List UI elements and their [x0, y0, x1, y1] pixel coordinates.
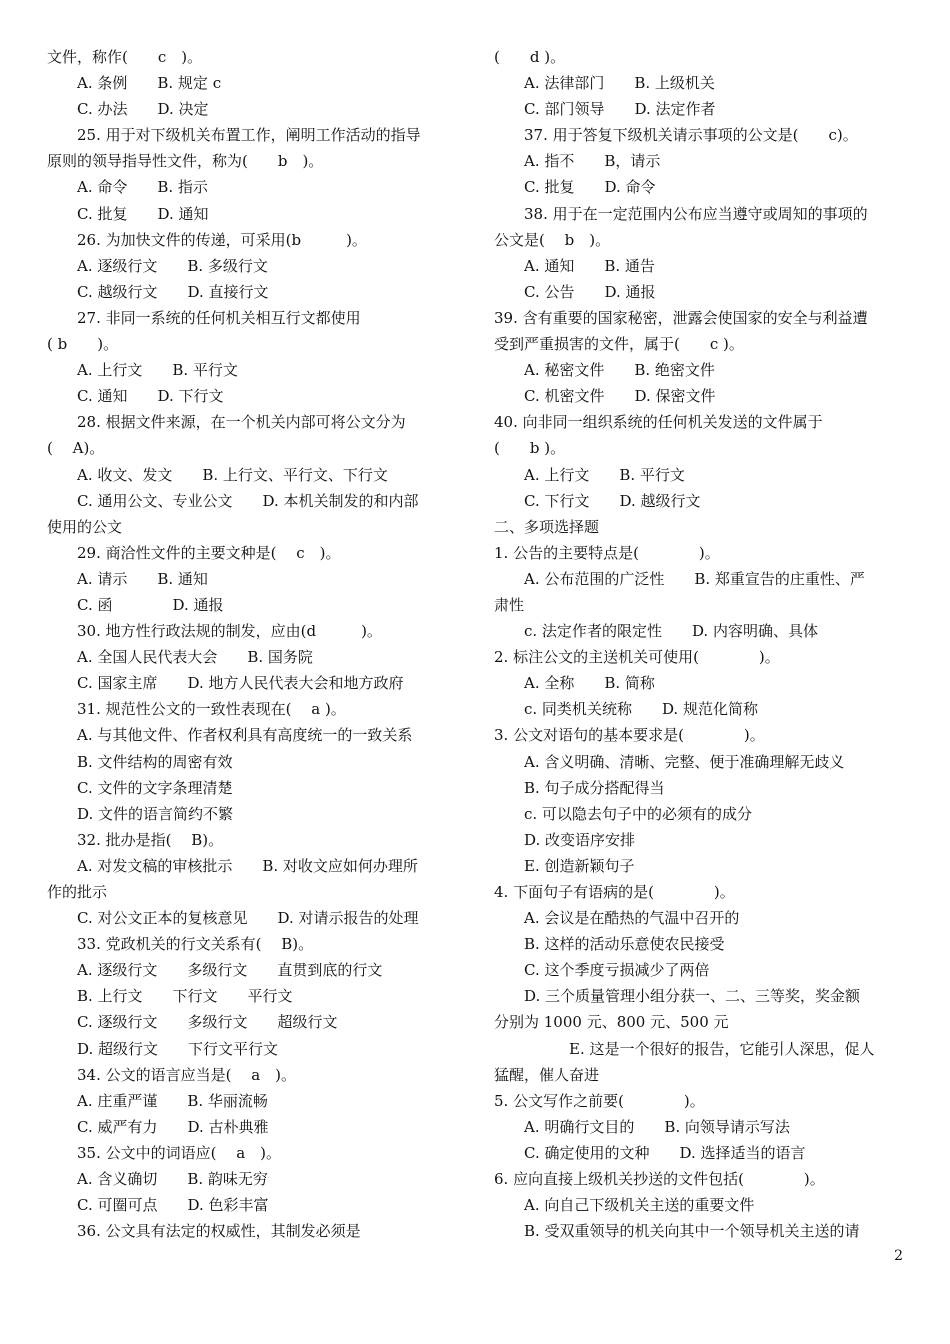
- text-line: C. 通用公文、专业公文 D. 本机关制发的和内部: [47, 491, 419, 510]
- text-line: 猛醒，催人奋进: [494, 1065, 600, 1084]
- text-line: 39. 含有重要的国家秘密，泄露会使国家的安全与利益遭: [494, 308, 868, 327]
- text-line: A. 条例 B. 规定 c: [47, 74, 222, 93]
- text-line: E. 创造新颖句子: [494, 856, 635, 875]
- text-line: B. 句子成分搭配得当: [494, 778, 665, 797]
- text-line: 3. 公文对语句的基本要求是( )。: [494, 726, 765, 745]
- text-line: 33. 党政机关的行文关系有( B)。: [47, 935, 314, 954]
- text-line: A. 法律部门 B. 上级机关: [494, 74, 715, 93]
- text-line: C. 越级行文 D. 直接行文: [47, 282, 269, 301]
- text-line: ( d )。: [494, 48, 566, 66]
- text-line: 5. 公文写作之前要( )。: [494, 1091, 705, 1110]
- text-line: c. 可以隐去句子中的必须有的成分: [494, 804, 752, 823]
- text-line: C. 对公文正本的复核意见 D. 对请示报告的处理: [47, 909, 419, 928]
- left-column: [47, 44, 465, 1244]
- text-line: C. 函 D. 通报: [47, 595, 224, 614]
- text-line: A. 明确行文目的 B. 向领导请示写法: [494, 1117, 790, 1136]
- text-line: B. 上行文 下行文 平行文: [47, 987, 293, 1006]
- text-line: C. 公告 D. 通报: [494, 282, 656, 301]
- text-line: c. 同类机关统称 D. 规范化简称: [494, 700, 758, 719]
- text-line: A. 命令 B. 指示: [47, 178, 208, 197]
- text-line: C. 可圈可点 D. 色彩丰富: [47, 1196, 269, 1215]
- text-line: 38. 用于在一定范围内公布应当遵守或周知的事项的: [494, 204, 868, 223]
- text-line: 30. 地方性行政法规的制发，应由(d )。: [47, 622, 382, 641]
- text-line: ( A)。: [47, 439, 105, 458]
- text-line: A. 逐级行文 B. 多级行文: [47, 256, 268, 275]
- text-line: ( b )。: [494, 439, 566, 458]
- text-line: 37. 用于答复下级机关请示事项的公文是( c)。: [494, 126, 858, 145]
- text-line: 公文是( b )。: [494, 230, 611, 249]
- text-line: A. 指不 B，请示: [494, 152, 661, 171]
- text-line: 二、多项选择题: [494, 517, 600, 536]
- text-line: C. 机密文件 D. 保密文件: [494, 387, 716, 406]
- text-line: A. 全称 B. 简称: [494, 674, 655, 693]
- text-line: A. 上行文 B. 平行文: [47, 361, 238, 380]
- page-number: 2: [894, 1248, 903, 1264]
- text-line: 1. 公告的主要特点是( )。: [494, 543, 720, 562]
- text-line: A. 庄重严谨 B. 华丽流畅: [47, 1091, 268, 1110]
- text-line: 6. 应向直接上级机关抄送的文件包括( )。: [494, 1170, 825, 1189]
- right-column: [494, 44, 912, 1244]
- text-line: C. 办法 D. 决定: [47, 100, 209, 119]
- text-line: 肃性: [494, 595, 525, 614]
- text-line: 作的批示: [47, 883, 108, 901]
- text-line: 使用的公文: [47, 517, 123, 536]
- text-line: A. 含义确切 B. 韵味无穷: [47, 1170, 268, 1189]
- text-line: A. 通知 B. 通告: [494, 256, 655, 275]
- text-line: B. 文件结构的周密有效: [47, 752, 233, 771]
- text-line: A. 收文、发文 B. 上行文、平行文、下行文: [47, 465, 388, 484]
- text-line: C. 通知 D. 下行文: [47, 387, 224, 406]
- text-line: C. 部门领导 D. 法定作者: [494, 100, 716, 119]
- text-line: B. 受双重领导的机关向其中一个领导机关主送的请: [494, 1222, 860, 1241]
- text-line: B. 这样的活动乐意使农民接受: [494, 935, 725, 954]
- text-line: 34. 公文的语言应当是( a )。: [47, 1065, 297, 1084]
- text-line: C. 文件的文字条理清楚: [47, 778, 233, 797]
- text-line: C. 威严有力 D. 古朴典雅: [47, 1117, 269, 1136]
- text-line: A. 含义明确、清晰、完整、便于准确理解无歧义: [494, 752, 845, 771]
- text-line: 40. 向非同一组织系统的任何机关发送的文件属于: [494, 413, 823, 432]
- text-line: 2. 标注公文的主送机关可使用( )。: [494, 648, 780, 667]
- text-line: D. 改变语序安排: [494, 830, 636, 849]
- text-line: A. 秘密文件 B. 绝密文件: [494, 361, 715, 380]
- text-line: D. 文件的语言简约不繁: [47, 804, 234, 823]
- text-line: C. 国家主席 D. 地方人民代表大会和地方政府: [47, 674, 404, 693]
- text-line: A. 请示 B. 通知: [47, 569, 208, 588]
- text-line: 原则的领导指导性文件，称为( b )。: [47, 152, 324, 171]
- text-line: 28. 根据文件来源，在一个机关内部可将公文分为: [47, 413, 406, 432]
- text-line: C. 下行文 D. 越级行文: [494, 491, 701, 510]
- text-line: c. 法定作者的限定性 D. 内容明确、具体: [494, 622, 818, 641]
- text-line: A. 全国人民代表大会 B. 国务院: [47, 648, 313, 667]
- text-line: A. 上行文 B. 平行文: [494, 465, 685, 484]
- text-line: A. 逐级行文 多级行文 直贯到底的行文: [47, 961, 383, 980]
- text-line: 29. 商洽性文件的主要文种是( c )。: [47, 543, 341, 562]
- text-line: 分别为 1000 元、800 元、500 元: [494, 1013, 729, 1032]
- text-line: 35. 公文中的词语应( a )。: [47, 1143, 282, 1162]
- text-line: A. 向自己下级机关主送的重要文件: [494, 1196, 755, 1215]
- text-line: 32. 批办是指( B)。: [47, 830, 224, 849]
- text-line: A. 会议是在酷热的气温中召开的: [494, 909, 740, 928]
- text-line: 文件，称作( c )。: [47, 48, 203, 66]
- text-line: D. 三个质量管理小组分获一、二、三等奖，奖金额: [494, 987, 861, 1006]
- text-line: A. 公布范围的广泛性 B. 郑重宣告的庄重性、严: [494, 569, 865, 588]
- text-line: C. 这个季度亏损减少了两倍: [494, 961, 710, 980]
- text-line: 31. 规范性公文的一致性表现在( a )。: [47, 700, 346, 719]
- text-line: 25. 用于对下级机关布置工作，阐明工作活动的指导: [47, 126, 421, 145]
- text-line: A. 对发文稿的审核批示 B. 对收文应如何办理所: [47, 856, 418, 875]
- text-line: C. 确定使用的文种 D. 选择适当的语言: [494, 1143, 806, 1162]
- text-line: 26. 为加快文件的传递，可采用(b )。: [47, 230, 367, 249]
- text-line: D. 超级行文 下行文平行文: [47, 1039, 279, 1058]
- text-line: 受到严重损害的文件，属于( c )。: [494, 335, 744, 354]
- text-line: C. 逐级行文 多级行文 超级行文: [47, 1013, 338, 1032]
- text-line: E. 这是一个很好的报告，它能引人深思，促人: [494, 1039, 875, 1058]
- text-line: A. 与其他文件、作者权利具有高度统一的一致关系: [47, 726, 413, 745]
- text-line: 27. 非同一系统的任何机关相互行文都使用: [47, 308, 361, 327]
- text-line: C. 批复 D. 通知: [47, 204, 209, 223]
- text-line: C. 批复 D. 命令: [494, 178, 656, 197]
- text-line: 4. 下面句子有语病的是( )。: [494, 883, 735, 901]
- text-line: ( b )。: [47, 335, 119, 354]
- text-line: 36. 公文具有法定的权威性，其制发必须是: [47, 1222, 361, 1241]
